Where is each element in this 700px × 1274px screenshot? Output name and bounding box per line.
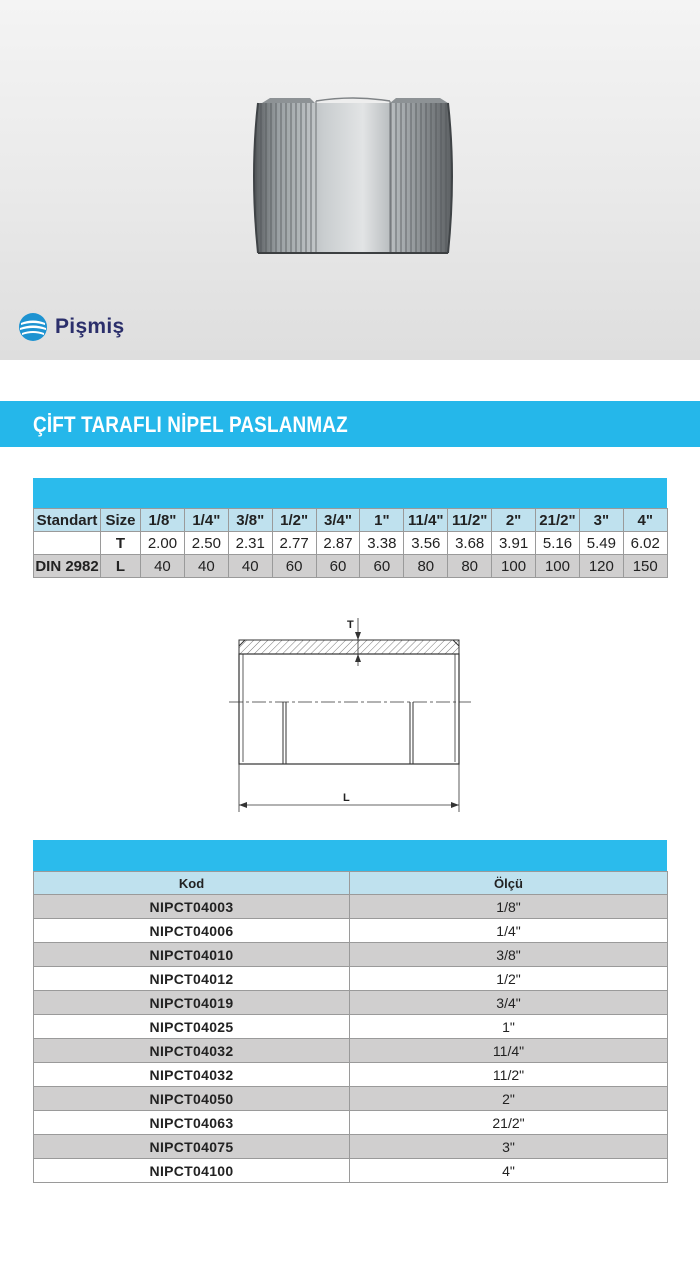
title-banner [0, 401, 700, 447]
header-cell: 1/4" [184, 509, 228, 532]
code-cell: NIPCT04019 [34, 991, 350, 1015]
code-cell: NIPCT04100 [34, 1159, 350, 1183]
table-row [34, 1039, 668, 1063]
header-cell: 1" [360, 509, 404, 532]
size-label-cell: T [101, 532, 141, 555]
spec-header-row [34, 509, 668, 532]
table-row [34, 1111, 668, 1135]
header-cell: 1/2" [272, 509, 316, 532]
table-row [34, 1015, 668, 1039]
header-cell: 3" [579, 509, 623, 532]
size-cell: 1/4" [350, 919, 668, 943]
value-cell: 3.38 [360, 532, 404, 555]
size-column-header: Ölçü [350, 872, 668, 895]
brand-name: Pişmiş [55, 315, 125, 338]
table-row [34, 967, 668, 991]
size-cell: 2" [350, 1087, 668, 1111]
spec-row-thickness [34, 532, 668, 555]
value-cell: 40 [228, 555, 272, 578]
size-cell: 3" [350, 1135, 668, 1159]
value-cell: 2.87 [316, 532, 360, 555]
spec-table-bar [33, 478, 667, 508]
header-cell: 11/2" [448, 509, 492, 532]
code-column-header: Kod [34, 872, 350, 895]
size-cell: 11/2" [350, 1063, 668, 1087]
value-cell: 3.56 [404, 532, 448, 555]
header-cell: 2" [492, 509, 536, 532]
header-cell: 21/2" [536, 509, 580, 532]
code-table-bar [33, 840, 667, 871]
table-row [34, 1159, 668, 1183]
code-cell: NIPCT04032 [34, 1039, 350, 1063]
size-cell: 1/2" [350, 967, 668, 991]
header-cell: 11/4" [404, 509, 448, 532]
size-cell: 1" [350, 1015, 668, 1039]
value-cell: 40 [184, 555, 228, 578]
size-label-cell: L [101, 555, 141, 578]
code-table [33, 871, 668, 1183]
spec-table-section [33, 478, 667, 578]
code-cell: NIPCT04075 [34, 1135, 350, 1159]
table-row [34, 919, 668, 943]
dimension-l-label: L [343, 792, 350, 804]
standard-cell: DIN 2982 [34, 555, 101, 578]
table-row [34, 1135, 668, 1159]
size-cell: 21/2" [350, 1111, 668, 1135]
size-cell: 1/8" [350, 895, 668, 919]
value-cell: 2.00 [141, 532, 185, 555]
header-cell: 3/8" [228, 509, 272, 532]
header-cell: Standart [34, 509, 101, 532]
table-row [34, 1087, 668, 1111]
page-title: ÇİFT TARAFLI NİPEL PASLANMAZ [33, 412, 348, 437]
product-hero [0, 0, 700, 360]
code-cell: NIPCT04006 [34, 919, 350, 943]
header-cell: 4" [623, 509, 667, 532]
nipple-photo [240, 95, 465, 260]
value-cell: 80 [448, 555, 492, 578]
table-row [34, 991, 668, 1015]
header-cell: 3/4" [316, 509, 360, 532]
logo-mark-icon [18, 312, 48, 342]
value-cell: 2.50 [184, 532, 228, 555]
value-cell: 60 [316, 555, 360, 578]
value-cell: 100 [492, 555, 536, 578]
value-cell: 3.91 [492, 532, 536, 555]
value-cell: 150 [623, 555, 667, 578]
size-cell: 11/4" [350, 1039, 668, 1063]
code-cell: NIPCT04010 [34, 943, 350, 967]
code-cell: NIPCT04032 [34, 1063, 350, 1087]
table-row [34, 1063, 668, 1087]
standard-cell [34, 532, 101, 555]
value-cell: 40 [141, 555, 185, 578]
code-table-section [33, 840, 667, 1183]
header-cell: Size [101, 509, 141, 532]
code-cell: NIPCT04003 [34, 895, 350, 919]
value-cell: 100 [536, 555, 580, 578]
size-cell: 3/4" [350, 991, 668, 1015]
value-cell: 2.31 [228, 532, 272, 555]
table-row [34, 943, 668, 967]
value-cell: 60 [360, 555, 404, 578]
brand-logo [18, 312, 125, 342]
technical-drawing [225, 612, 475, 822]
value-cell: 60 [272, 555, 316, 578]
value-cell: 6.02 [623, 532, 667, 555]
value-cell: 3.68 [448, 532, 492, 555]
spec-table [33, 508, 668, 578]
value-cell: 120 [579, 555, 623, 578]
value-cell: 5.16 [536, 532, 580, 555]
code-cell: NIPCT04012 [34, 967, 350, 991]
spec-row-length [34, 555, 668, 578]
value-cell: 5.49 [579, 532, 623, 555]
size-cell: 4" [350, 1159, 668, 1183]
value-cell: 80 [404, 555, 448, 578]
code-cell: NIPCT04050 [34, 1087, 350, 1111]
code-cell: NIPCT04025 [34, 1015, 350, 1039]
value-cell: 2.77 [272, 532, 316, 555]
size-cell: 3/8" [350, 943, 668, 967]
code-cell: NIPCT04063 [34, 1111, 350, 1135]
header-cell: 1/8" [141, 509, 185, 532]
table-row [34, 895, 668, 919]
dimension-t-label: T [347, 619, 354, 631]
code-header-row [34, 872, 668, 895]
